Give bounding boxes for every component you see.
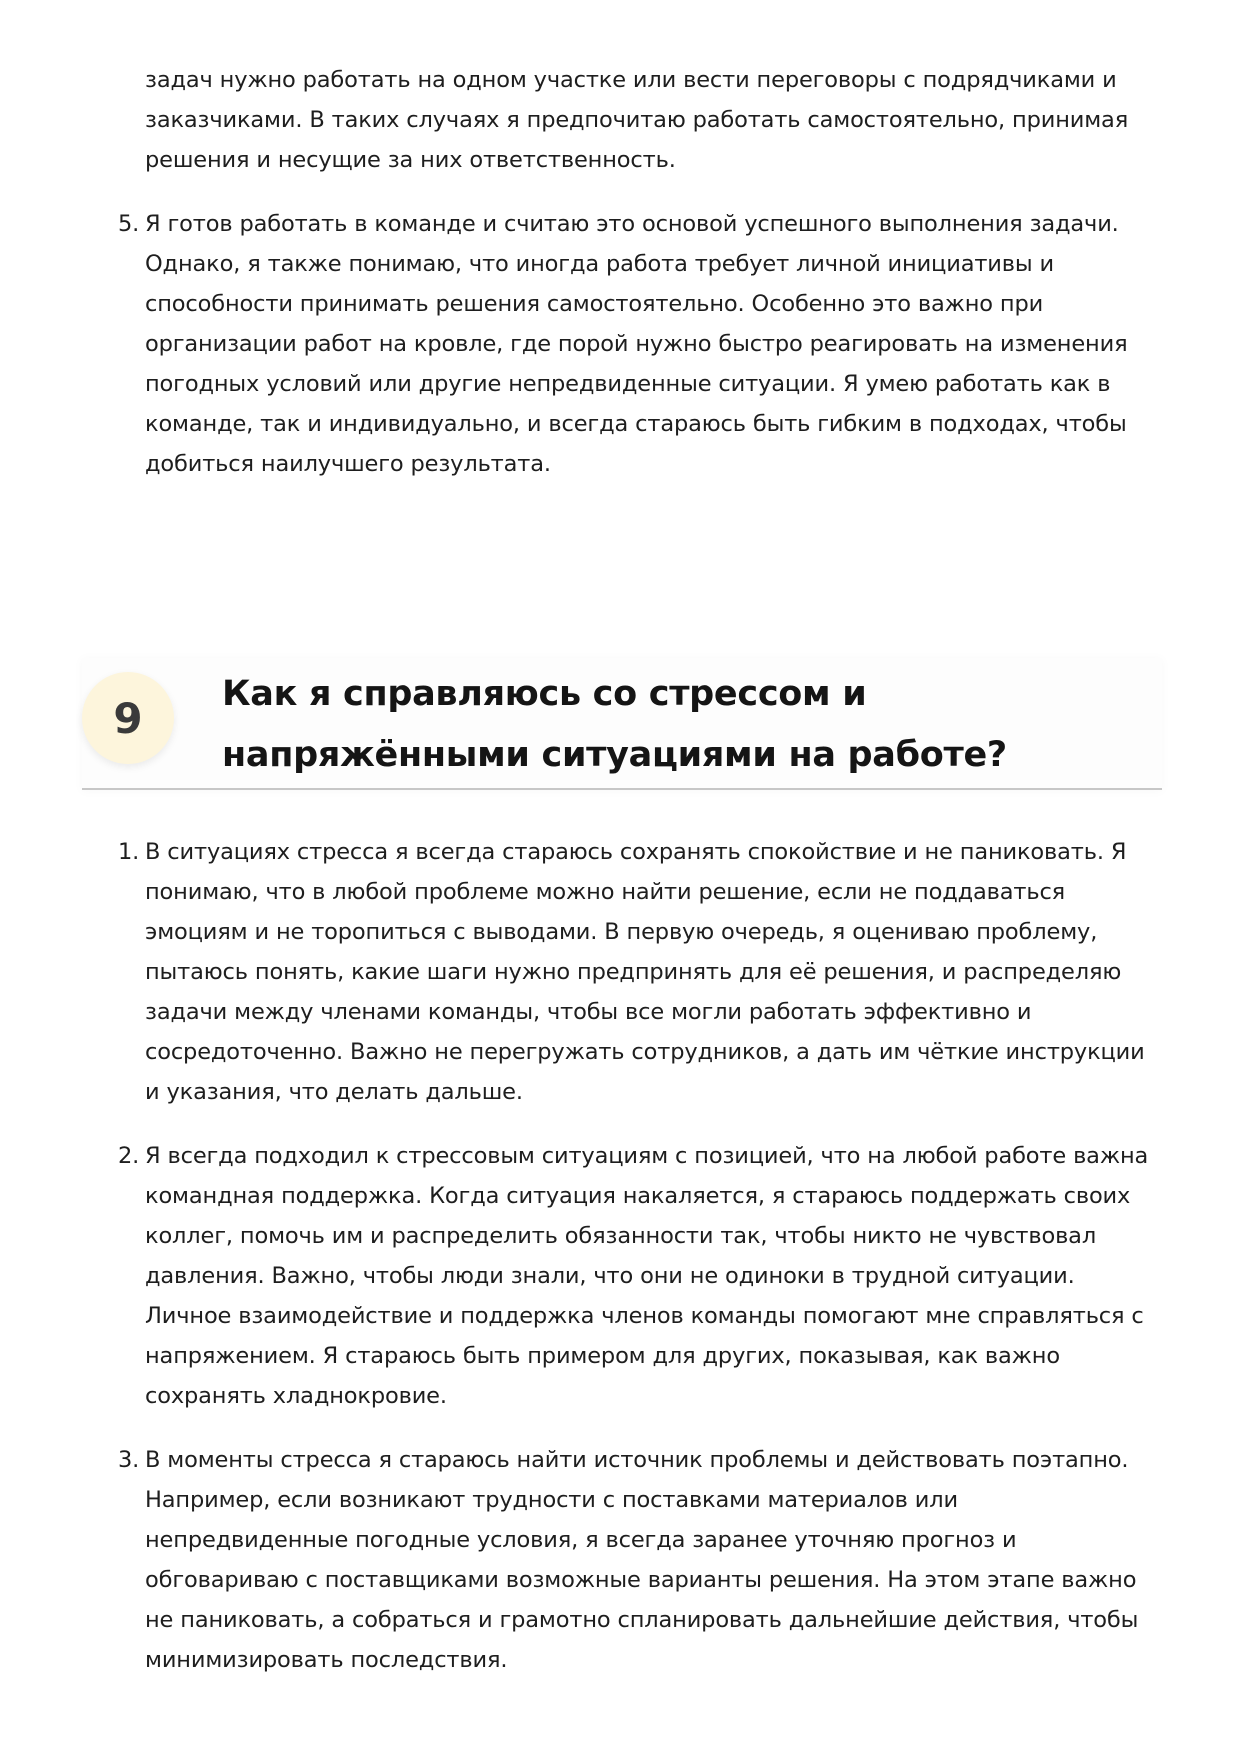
list-item-number: 1. xyxy=(118,839,140,865)
list-item-number: 3. xyxy=(118,1447,140,1473)
list-item-text: Я готов работать в команде и считаю это основой успешного выполнения задачи. Однако, я также понимаю, что иногда работа требует личной инициативы и способности принимать решения самостоятельно. Особенно это важно при организации работ на кровле, где порой нужно быстро реагировать на изменения погодных условий или другие непредвиденные ситуации. Я умею работать как в команде, так и индивидуально, и всегда стараюсь быть гибким в подходах, чтобы добиться наилучшего результата. xyxy=(145,211,1128,477)
list-item-3 xyxy=(0,1440,1239,1680)
section-title: Как я справляюсь со стрессом и напряжёнными ситуациями на работе? xyxy=(222,674,1007,775)
list-item-2 xyxy=(0,1136,1239,1416)
list-item-text: Я всегда подходил к стрессовым ситуациям с позицией, что на любой работе важна командная поддержка. Когда ситуация накаляется, я стараюсь поддержать своих коллег, помочь им и распределить обязанности так, чтобы никто не чувствовал давления. Важно, чтобы люди знали, что они не одиноки в трудной ситуации. Личное взаимодействие и поддержка членов команды помогают мне справляться с напряжением. Я стараюсь быть примером для других, показывая, как важно сохранять хладнокровие. xyxy=(145,1143,1149,1409)
list-item-text: В ситуациях стресса я всегда стараюсь сохранять спокойствие и не паниковать. Я понимаю, что в любой проблеме можно найти решение, если не поддаваться эмоциям и не торопиться с выводами. В первую очередь, я оцениваю проблему, пытаюсь понять, какие шаги нужно предпринять для её решения, и распределяю задачи между членами команды, чтобы все могли работать эффективно и сосредоточенно. Важно не перегружать сотрудников, а дать им чёткие инструкции и указания, что делать дальше. xyxy=(145,839,1145,1105)
list-item-number: 2. xyxy=(118,1143,140,1169)
list-item-5 xyxy=(0,204,1239,484)
previous-section-list xyxy=(0,60,1239,484)
list-item-text: В моменты стресса я стараюсь найти источник проблемы и действовать поэтапно. Например, если возникают трудности с поставками материалов или непредвиденные погодные условия, я всегда заранее уточняю прогноз и обговариваю с поставщиками возможные варианты решения. На этом этапе важно не паниковать, а собраться и грамотно спланировать дальнейшие действия, чтобы минимизировать последствия. xyxy=(145,1447,1139,1673)
list-item-1 xyxy=(0,832,1239,1112)
list-item-text: задач нужно работать на одном участке или вести переговоры с подрядчиками и заказчиками. В таких случаях я предпочитаю работать самостоятельно, принимая решения и несущие за них ответственность. xyxy=(145,67,1129,173)
section-answer-list xyxy=(0,832,1239,1704)
section-header xyxy=(82,658,1162,790)
section-number-badge: 9 xyxy=(82,672,174,764)
list-item-continued xyxy=(0,60,1239,180)
list-item-number: 5. xyxy=(118,211,140,237)
